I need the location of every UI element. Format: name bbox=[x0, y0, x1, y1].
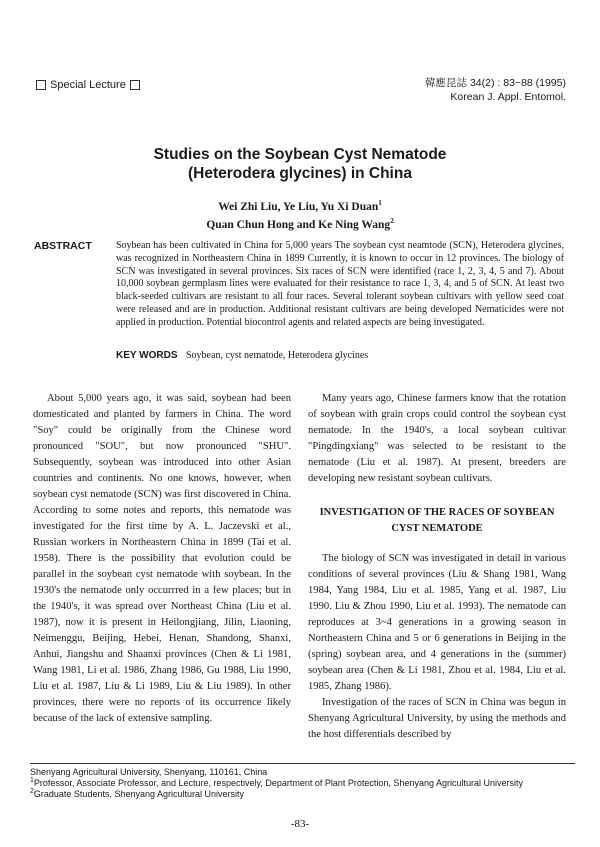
section-heading: INVESTIGATION OF THE RACES OF SOYBEAN CYST NEMATODE bbox=[319, 507, 555, 534]
section-text: Special Lecture bbox=[50, 79, 126, 91]
right-paragraph-1: Many years ago, Chinese farmers know that the rotation of soybean with grain crops could control the soybean cyst nematode. In the 1940's, a local soybean cultivar "Pingdingxiang" was selected to be resistant to the nematode (Liu et al. 1987). At present, breeders are developing new resistant soybean cultivars. bbox=[308, 393, 566, 484]
authors-line-2 bbox=[0, 216, 600, 234]
title-line-2: (Heterodera glycines) in China bbox=[188, 165, 412, 182]
authors-line-2-sup: 2 bbox=[390, 217, 394, 226]
keywords-label: KEY WORDS bbox=[116, 350, 178, 361]
abstract-text: Soybean has been cultivated in China for 5,000 years The soybean cyst neamtode (SCN), Heterodera glycines, was recognized in Northeastern China in 1899 Currently, it is known to occur in 12 provinces. The biology of SCN was investigated in several provinces. Six races of SCN were identified (race 1, 2, 3, 4, 5 and 7). About 10,000 soybean germplasm lines were evaluated for their resistance to race 1, 3, 4, and 5 of SCN. At least two black-seeded cultivars are resistant to all four races. Several tolerant soybean cultivars with yellow seed coat were released and are in production. Additional resistant cultivars are being developed Nematicides were not applied in production. Potential biocontrol agents and related aspects are being investigated. bbox=[116, 240, 564, 328]
left-paragraph-1: About 5,000 years ago, it was said, soybean had been domesticated and planted by farmers in China. The word "Soy" could be originally from the Chinese word pronounced "SOU", but now pronounced "SHU". Subsequently, soybean was introduced into other Asian countries and continents. No one knows, however, when soybean cyst nematode (SCN) was first discovered in China. According to some notes and reports, this nematode was investigated for the first time by A. L. Jaczevski et al., Russian workers in Northeastern China in 1899 (Tai et al. 1958). There is the possibility that evolution could be parallel in the soybean cyst nematode with soybean. In the 1930's the nematode only occurrred in a few places; but in the 1940's, it was spread over Northeast China (Liu et al. 1987), now it is present in Heilongjiang, Jilin, Liaoning, Neimenggu, Beijing, Hebei, Henan, Shandong, Shanxi, Anhui, Jiangshu and Shaanxi provinces (Chen & Li 1981, Wang 1981, Li et al. 1986, Zhang 1986, Gu 1988, Liu 1990, Liu et al. 1987, Liu & Li 1989, Liu & Liu 1989). In other provinces, there were no reports of its occurrence likely because of the lack of extensive sampling. bbox=[33, 393, 291, 724]
journal-english: Korean J. Appl. Entomol. bbox=[450, 91, 566, 103]
keywords-text: Soybean, cyst nematode, Heterodera glycines bbox=[186, 350, 369, 361]
journal-citation bbox=[425, 76, 566, 104]
box-right-icon bbox=[130, 80, 140, 90]
footnote-1-text: Professor, Associate Professor, and Lecture, respectively, Department of Plant Protection, Shenyang Agricultural University bbox=[33, 778, 523, 788]
authors-line-1-sup: 1 bbox=[378, 199, 382, 208]
right-column bbox=[308, 391, 566, 743]
footnote-2 bbox=[30, 789, 580, 800]
page-number: -83- bbox=[290, 818, 310, 830]
journal-korean: 韓應昆誌 34(2) : 83~88 (1995) bbox=[425, 77, 566, 89]
footnote-2-text: Graduate Students, Shenyang Agricultural University bbox=[33, 789, 245, 799]
abstract-label: ABSTRACT bbox=[34, 240, 92, 252]
authors-line-1-text: Wei Zhi Liu, Ye Liu, Yu Xi Duan bbox=[218, 201, 379, 213]
authors-line-2-text: Quan Chun Hong and Ke Ning Wang bbox=[206, 219, 391, 231]
authors-line-1 bbox=[0, 198, 600, 216]
keywords bbox=[116, 350, 564, 361]
authors bbox=[0, 198, 600, 234]
footnote-1-mark: 1 bbox=[30, 777, 34, 784]
title-line-1: Studies on the Soybean Cyst Nematode bbox=[153, 146, 447, 163]
box-left-icon bbox=[36, 80, 46, 90]
section-label bbox=[36, 79, 140, 91]
footnote-1 bbox=[30, 778, 580, 789]
left-column bbox=[33, 391, 291, 727]
right-paragraph-2: The biology of SCN was investigated in detail in various conditions of several provinces (Liu & Shang 1981, Wang 1984, Yang 1984, Liu et al. 1985, Yang et al. 1987, Liu 1990. Liu & Zhou 1990, Liu et al. 1993). The nematode can reproduces at 3~4 generations in a growing season in Northeastern China and 5 or 6 generations in Beijing in the (spring) soybean area, and 4 generations in the (summer) soybean area (Chen & Li 1981, Zhou et al. 1984, Liu et al. 1985, Zhang 1986). bbox=[308, 553, 566, 692]
footnote-2-mark: 2 bbox=[30, 788, 34, 795]
footnote-rule bbox=[30, 763, 575, 764]
footnote-affiliation: Shenyang Agricultural University, Shenyang, 110161, China bbox=[30, 767, 268, 777]
right-paragraph-3: Investigation of the races of SCN in China was begun in Shenyang Agricultural University, by using the methods and the host differentials described by bbox=[308, 697, 566, 740]
